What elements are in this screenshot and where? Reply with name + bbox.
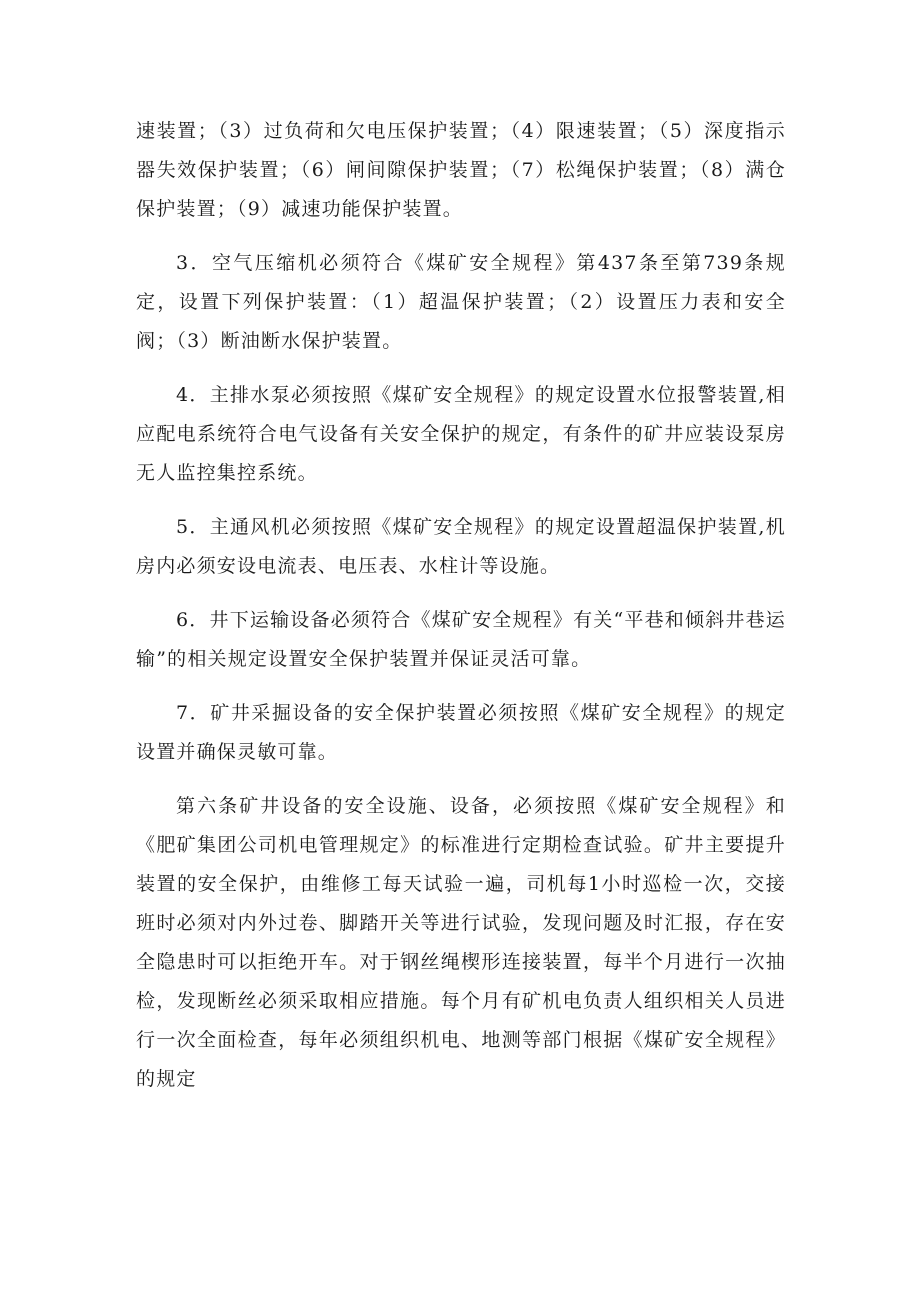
paragraph-hoist-protections-continued: 速装置；（3）过负荷和欠电压保护装置；（4）限速装置；（5）深度指示器失效保护装置；（6）闸间隙保护装置；（7）松绳保护装置；（8）满仓保护装置；（9）减速功能保护装置。	[136, 120, 786, 220]
paragraph-drainage-pump: 4．主排水泵必须按照《煤矿安全规程》的规定设置水位报警装置,相应配电系统符合电气设备有关安全保护的规定，有条件的矿井应装设泵房无人监控集控系统。	[136, 384, 786, 484]
paragraph-article-six: 第六条矿井设备的安全设施、设备，必须按照《煤矿安全规程》和《肥矿集团公司机电管理规定》的标准进行定期检查试验。矿井主要提升装置的安全保护，由维修工每天试验一遍，司机每1小时巡检一次，交接班时必须对内外过卷、脚踏开关等进行试验，发现问题及时汇报，存在安全隐患时可以拒绝开车。对于钢丝绳楔形连接装置，每半个月进行一次抽检，发现断丝必须采取相应措施。每个月有矿机电负责人组织相关人员进行一次全面检查，每年必须组织机电、地测等部门根据《煤矿安全规程》的规定	[136, 795, 786, 1090]
paragraph-mining-equipment: 7．矿井采掘设备的安全保护装置必须按照《煤矿安全规程》的规定设置并确保灵敏可靠。	[136, 702, 786, 763]
document-body	[136, 112, 786, 1114]
paragraph-underground-transport: 6．井下运输设备必须符合《煤矿安全规程》有关“平巷和倾斜井巷运输”的相关规定设置安全保护装置并保证灵活可靠。	[136, 609, 787, 670]
paragraph-air-compressor: 3．空气压缩机必须符合《煤矿安全规程》第437条至第739条规定，设置下列保护装置：（1）超温保护装置；（2）设置压力表和安全阀；（3）断油断水保护装置。	[136, 252, 786, 352]
paragraph-main-fan: 5．主通风机必须按照《煤矿安全规程》的规定设置超温保护装置,机房内必须安设电流表、电压表、水柱计等设施。	[136, 516, 786, 577]
